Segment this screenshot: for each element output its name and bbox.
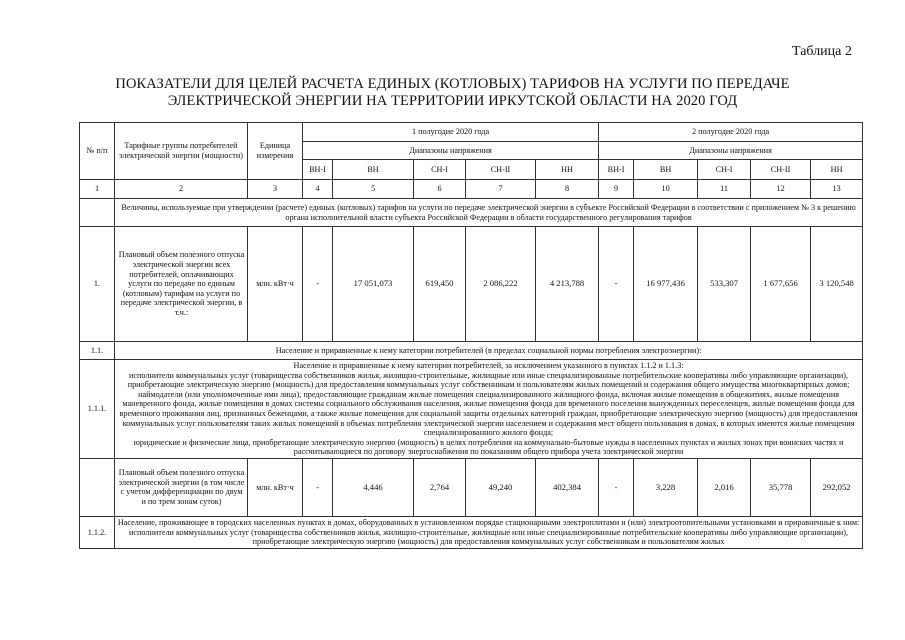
column-number: 6: [414, 180, 466, 199]
row-1-1-1-value: 292,052: [811, 458, 863, 516]
header-group: Тарифные группы потребителей электрической энергии (мощности): [115, 123, 248, 180]
row-1-value: 3 120,548: [811, 227, 863, 342]
row-1-value: 619,450: [414, 227, 466, 342]
header-ranges-2: Диапазоны напряжения: [599, 142, 863, 160]
level-cell: НН: [811, 160, 863, 180]
level-cell: СН-II: [751, 160, 811, 180]
row-1-name: Плановый объем полезного отпуска электрической энергии всех потребителей, оплачивающих услуги по передаче по единым (котловым) тарифам на услуги по передаче электрической энергии, в т.ч.:: [115, 227, 248, 342]
row-1-1-1-unit: млн. кВт·ч: [248, 458, 303, 516]
row-1-1-1-value: 2,016: [698, 458, 751, 516]
row-1-1-1-value: 3,228: [634, 458, 698, 516]
level-cell: ВН-I: [599, 160, 634, 180]
row-1-1: [80, 342, 863, 360]
column-number: 1: [80, 180, 115, 199]
level-cell: ВН: [333, 160, 414, 180]
row-1-1-1-p2: исполнители коммунальных услуг (товарищества собственников жилья, жилищно-строительные, жилищные или иные специализированные потребительские кооперативы либо управляющие организации), приобретающие электрическую энергию (мощность) для предоставления коммунальных услуг собственникам и пользователям жилых помещений и содержания общего имущества многоквартирных домов; наймодатели (или уполномоченные ими лица), предоставляющие гражданам жилые помещения специализированного жилищного фонда, включая жилые помещения в общежитиях, жилые помещения маневренного фонда, жилые помещения в домах системы социального обслуживания населения, жилые помещения фонда для временного поселения вынужденных переселенцев, жилые помещения фонда для временного проживания лиц, признанных беженцами, а также жилые помещения для социальной защиты отдельных категорий граждан, приобретающие электрическую энергию (мощность) для предоставления коммунальных услуг пользователям таких жилых помещений в объемах потребления электрической энергии населением и содержания мест общего пользования в домах, в которых имеются жилые помещения специализированного жилого фонда;: [119, 370, 858, 438]
row-1-1-1-value: -: [303, 458, 333, 516]
intro-text: Величины, используемые при утверждении (расчете) единых (котловых) тарифов на услуги по передаче электрической энергии в субъекте Российской Федерации в соответствии с приложением № 3 к решению органа исполнительной власти субъекта Российской Федерации в области государственного регулирования тарифов: [115, 199, 863, 227]
column-number: 7: [466, 180, 536, 199]
row-1: [80, 227, 863, 342]
level-cell: СН-I: [414, 160, 466, 180]
header-num: № п/п: [80, 123, 115, 180]
row-1-value: 2 086,222: [466, 227, 536, 342]
row-1-value: 533,307: [698, 227, 751, 342]
header-half-2: 2 полугодие 2020 года: [599, 123, 863, 142]
row-1-1-1-value: 2,764: [414, 458, 466, 516]
level-cell: СН-I: [698, 160, 751, 180]
header-half-1: 1 полугодие 2020 года: [303, 123, 599, 142]
row-1-1-1-values: [80, 458, 863, 516]
level-cell: СН-II: [466, 160, 536, 180]
row-1-1-2: [80, 516, 863, 548]
header-unit: Единица измерения: [248, 123, 303, 180]
row-1-1-1-p3: юридические и физические лица, приобретающие электрическую энергию (мощность) в целях потребления на коммунально-бытовые нужды в населенных пунктах и жилых зонах при воинских частях и рассчитывающиеся по договору энергоснабжения по показаниям общего прибора учета электрической энергии: [133, 437, 844, 457]
row-1-1-2-p2: исполнители коммунальных услуг (товарищества собственников жилья, жилищно-строительные, жилищные или иные специализированные потребительские кооперативы либо управляющие организации), приобретающие электрическую энергию (мощность) для предоставления коммунальных услуг собственникам и пользователям жилых: [129, 527, 849, 547]
row-1-1-1-p1: Население и приравненные к нему категории потребителей, за исключением указанного в пунктах 1.1.2 и 1.1.3:: [293, 361, 684, 370]
column-number: 5: [333, 180, 414, 199]
row-1-1-1-values-num-cell: [80, 458, 115, 516]
document-title: [80, 76, 825, 110]
header-row-periods: [80, 123, 863, 142]
column-number: 4: [303, 180, 333, 199]
title-line-2: ЭЛЕКТРИЧЕСКОЙ ЭНЕРГИИ НА ТЕРРИТОРИИ ИРКУТСКОЙ ОБЛАСТИ НА 2020 ГОД: [167, 93, 738, 109]
row-1-1-1-value: 35,778: [751, 458, 811, 516]
row-1-value: -: [303, 227, 333, 342]
row-1-1-1-name: Плановый объем полезного отпуска электрической энергии (в том числе с учетом дифференциации по двум и по трем зонам суток): [115, 458, 248, 516]
row-1-1-1-text: [115, 360, 863, 459]
row-1-1-1-value: 4,446: [333, 458, 414, 516]
column-number: 8: [536, 180, 599, 199]
column-number: 11: [698, 180, 751, 199]
row-1-value: -: [599, 227, 634, 342]
column-number: 3: [248, 180, 303, 199]
column-number-row: [80, 180, 863, 199]
level-cell: ВН: [634, 160, 698, 180]
header-ranges-1: Диапазоны напряжения: [303, 142, 599, 160]
intro-row: [80, 199, 863, 227]
row-1-1-2-text: [115, 516, 863, 548]
level-cell: НН: [536, 160, 599, 180]
column-number: 12: [751, 180, 811, 199]
intro-num-cell: [80, 199, 115, 227]
column-number: 2: [115, 180, 248, 199]
row-1-1-1: [80, 360, 863, 459]
row-1-1-2-num: 1.1.2.: [80, 516, 115, 548]
level-cell: ВН-I: [303, 160, 333, 180]
row-1-value: 4 213,788: [536, 227, 599, 342]
row-1-value: 17 051,073: [333, 227, 414, 342]
title-line-1: ПОКАЗАТЕЛИ ДЛЯ ЦЕЛЕЙ РАСЧЕТА ЕДИНЫХ (КОТЛОВЫХ) ТАРИФОВ НА УСЛУГИ ПО ПЕРЕДАЧЕ: [115, 76, 790, 92]
row-1-1-2-clip: [117, 518, 860, 547]
row-1-1-1-value: 49,240: [466, 458, 536, 516]
row-1-1-1-value: 402,384: [536, 458, 599, 516]
column-number: 10: [634, 180, 698, 199]
tariff-table: [79, 122, 863, 549]
row-1-num: 1.: [80, 227, 115, 342]
table-label: Таблица 2: [792, 44, 852, 59]
column-number: 9: [599, 180, 634, 199]
row-1-1-2-p1: Население, проживающее в городских населенных пунктах в домах, оборудованных в установленном порядке стационарными электроплитами и (или) электроотопительными установками и приравненные к ним:: [117, 517, 860, 527]
row-1-1-num: 1.1.: [80, 342, 115, 360]
row-1-1-1-num: 1.1.1.: [80, 360, 115, 459]
row-1-1-1-value: -: [599, 458, 634, 516]
column-number: 13: [811, 180, 863, 199]
row-1-unit: млн. кВт·ч: [248, 227, 303, 342]
row-1-1-text: Население и приравненные к нему категории потребителей (в пределах социальной нормы потребления электроэнергии):: [115, 342, 863, 360]
row-1-value: 16 977,436: [634, 227, 698, 342]
row-1-value: 1 677,656: [751, 227, 811, 342]
